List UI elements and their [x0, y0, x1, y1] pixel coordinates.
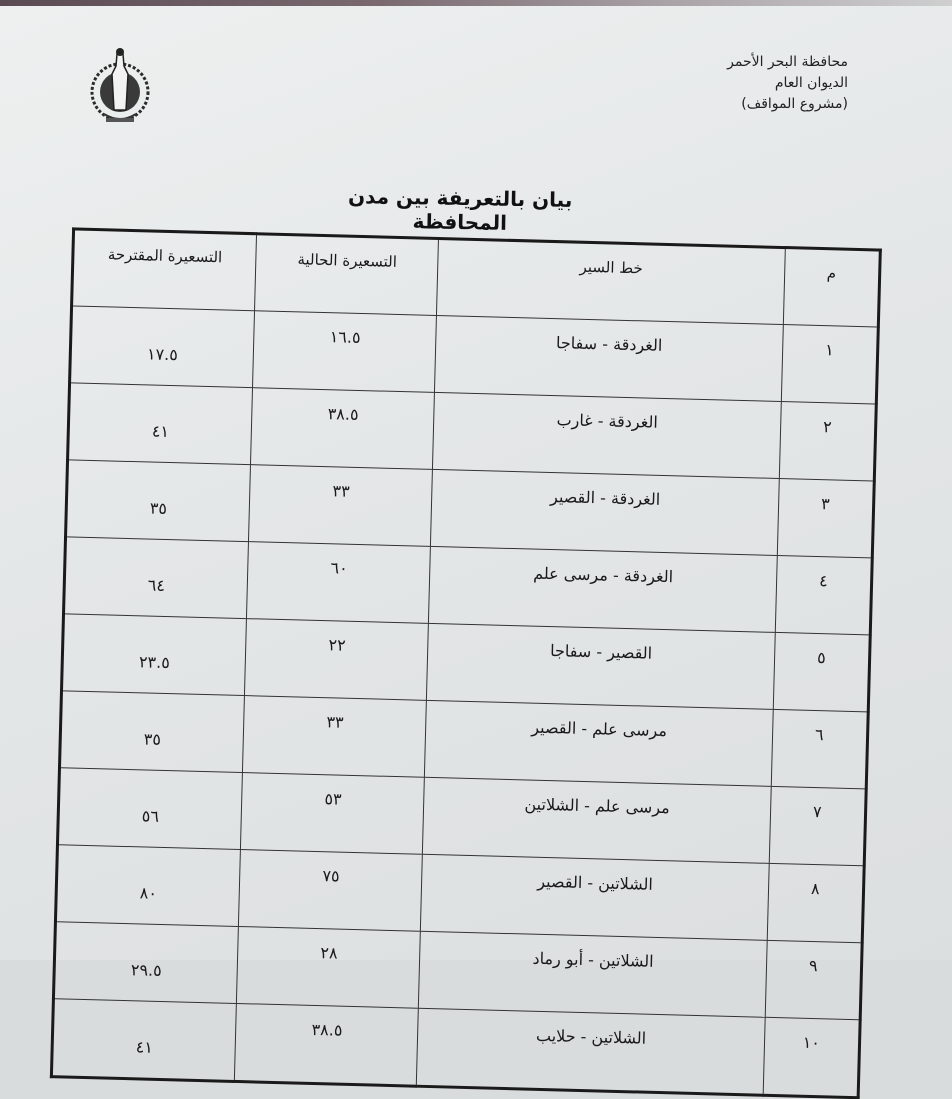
row-proposed-cell	[70, 306, 255, 388]
project-name: (مشروع المواقف)	[741, 96, 848, 112]
row-proposed-cell	[68, 383, 253, 465]
row-proposed: ٢٩.٥	[130, 960, 163, 980]
row-current: ٣٣	[243, 696, 427, 778]
row-proposed-cell	[53, 922, 238, 1004]
row-proposed-cell	[59, 691, 244, 773]
governorate-name: محافظة البحر الأحمر	[727, 54, 848, 70]
row-current: ١٦.٥	[253, 311, 437, 393]
row-route: مرسى علم - القصير	[425, 700, 773, 786]
row-proposed: ٥٦	[141, 806, 160, 826]
row-proposed: ٤١	[151, 421, 170, 442]
row-num: ١	[781, 325, 878, 404]
header-route: خط السير	[437, 239, 785, 325]
row-route: الشلاتين - حلايب	[417, 1008, 765, 1095]
department-name: الديوان العام	[774, 75, 848, 91]
row-route: الشلاتين - أبو رماد	[419, 931, 767, 1017]
row-num: ٩	[765, 940, 862, 1019]
row-current: ٣٨.٥	[251, 388, 435, 470]
header-num: م	[783, 248, 880, 327]
top-edge-strip	[0, 0, 952, 6]
row-proposed-cell	[51, 999, 236, 1082]
row-current: ٢٢	[245, 619, 429, 701]
row-num: ٨	[767, 863, 864, 942]
row-num: ٢	[779, 402, 876, 481]
row-route: الغردقة - غارب	[433, 392, 781, 478]
row-proposed-cell	[57, 768, 242, 850]
row-current: ٥٣	[241, 773, 425, 855]
row-proposed-cell	[66, 460, 251, 542]
row-proposed: ٤١	[135, 1037, 154, 1057]
fare-table-wrapper	[50, 227, 882, 1099]
row-route: الشلاتين - القصير	[421, 854, 769, 940]
row-proposed: ١٧.٥	[146, 344, 179, 365]
row-proposed: ٢٣.٥	[138, 652, 171, 673]
row-num: ٥	[773, 632, 870, 711]
row-num: ٣	[777, 478, 874, 557]
row-current: ٦٠	[247, 542, 431, 624]
row-proposed: ٣٥	[143, 729, 162, 749]
header-current: التسعيرة الحالية	[255, 234, 439, 316]
row-current: ٧٥	[239, 850, 423, 932]
row-proposed-cell	[62, 614, 247, 696]
header-proposed: التسعيرة المقترحة	[72, 229, 257, 311]
governorate-emblem-icon	[84, 44, 156, 130]
row-num: ١٠	[763, 1017, 861, 1097]
row-current: ٣٨.٥	[235, 1003, 419, 1086]
row-current: ٣٣	[249, 465, 433, 547]
row-proposed-cell	[55, 845, 240, 927]
row-proposed: ٣٥	[149, 498, 168, 518]
row-num: ٤	[775, 555, 872, 634]
row-proposed-cell	[64, 537, 249, 619]
row-num: ٧	[769, 786, 866, 865]
row-current: ٢٨	[237, 926, 421, 1008]
row-route: الغردقة - مرسى علم	[429, 546, 777, 632]
page-title: بيان بالتعريفة بين مدن المحافظة	[347, 184, 573, 235]
row-proposed: ٨٠	[139, 883, 158, 903]
letterhead	[727, 52, 848, 115]
row-proposed: ٦٤	[147, 575, 166, 595]
row-num: ٦	[771, 709, 868, 788]
fare-table	[50, 227, 882, 1099]
row-route: مرسى علم - الشلاتين	[423, 777, 771, 863]
row-route: الغردقة - سفاجا	[435, 315, 783, 401]
row-route: القصير - سفاجا	[427, 623, 775, 709]
row-route: الغردقة - القصير	[431, 469, 779, 555]
